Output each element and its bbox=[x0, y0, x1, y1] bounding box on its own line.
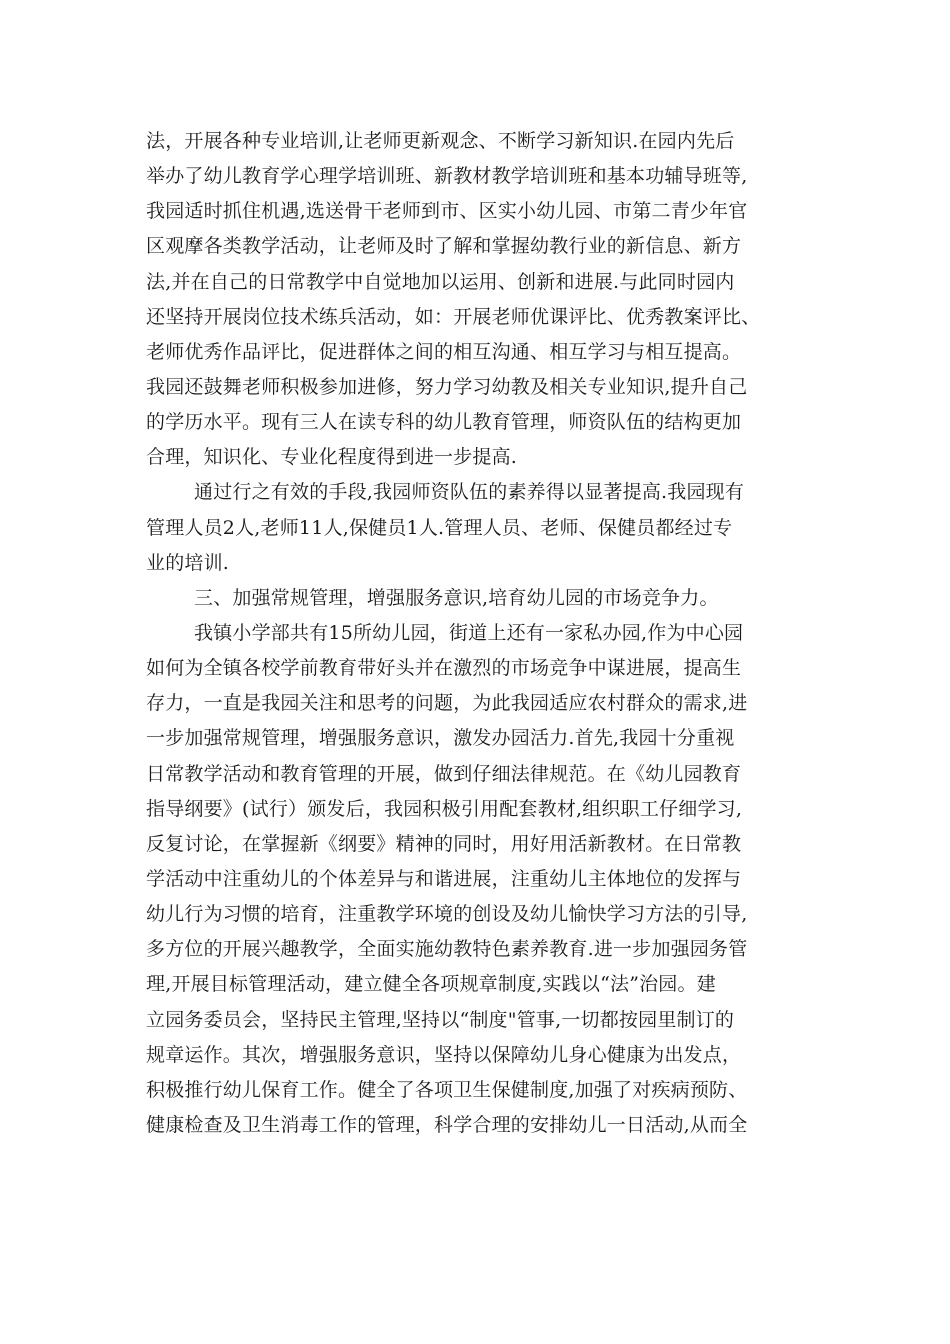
text-line: 还坚持开展岗位技术练兵活动，如：开展老师优课评比、优秀教案评比、 bbox=[146, 305, 761, 328]
text-line: 如何为全镇各校学前教育带好头并在激烈的市场竞争中谋进展，提高生 bbox=[146, 657, 742, 680]
text-line: 多方位的开展兴趣教学，全面实施幼教特色素养教育.进一步加强园务管 bbox=[146, 938, 748, 961]
text-line: 学活动中注重幼儿的个体差异与和谐进展，注重幼儿主体地位的发挥与 bbox=[146, 867, 742, 890]
text-line: 日常教学活动和教育管理的开展，做到仔细法律规范。在《幼儿园教育 bbox=[146, 762, 742, 785]
text-line: 区观摩各类教学活动，让老师及时了解和掌握幼教行业的新信息、新方 bbox=[146, 235, 742, 258]
text-line: 立园务委员会，坚持民主管理,坚持以“制度"管事,一切都按园里制订的 bbox=[146, 1008, 735, 1031]
text-line: 积极推行幼儿保育工作。健全了各项卫生保健制度,加强了对疾病预防、 bbox=[146, 1078, 748, 1101]
text-line: 一步加强常规管理，增强服务意识，激发办园活力.首先,我园十分重视 bbox=[146, 727, 735, 750]
text-line: 法,并在自己的日常教学中自觉地加以运用、创新和进展.与此同时园内 bbox=[146, 270, 735, 293]
text-line: 存力，一直是我园关注和思考的问题，为此我园适应农村群众的需求,进 bbox=[146, 692, 748, 715]
text-line: 法，开展各种专业培训,让老师更新观念、不断学习新知识.在园内先后 bbox=[146, 130, 735, 152]
text-line: 幼儿行为习惯的培育，注重教学环境的创设及幼儿愉快学习方法的引导, bbox=[146, 903, 748, 926]
text-line: 我园还鼓舞老师积极参加进修，努力学习幼教及相关专业知识,提升自己 bbox=[146, 375, 748, 398]
document-body-text bbox=[146, 124, 798, 1143]
text-line: 的学历水平。现有三人在读专科的幼儿教育管理，师资队伍的结构更加 bbox=[146, 411, 742, 434]
text-line: 举办了幼儿教育学心理学培训班、新教材教学培训班和基本功辅导班等, bbox=[146, 165, 748, 188]
text-line: 健康检查及卫生消毒工作的管理，科学合理的安排幼儿一日活动,从而全 bbox=[146, 1113, 748, 1136]
text-line: 合理，知识化、专业化程度得到进一步提高. bbox=[146, 446, 518, 469]
text-line: 规章运作。其次，增强服务意识，坚持以保障幼儿身心健康为出发点， bbox=[146, 1043, 742, 1066]
text-line: 指导纲要》(试行）颁发后，我园积极引用配套教材,组织职工仔细学习, bbox=[146, 797, 743, 820]
text-line: 通过行之有效的手段,我园师资队伍的素养得以显著提高.我园现有 bbox=[194, 481, 745, 504]
text-line: 老师优秀作品评比，促进群体之间的相互沟通、相互学习与相互提高。 bbox=[146, 340, 742, 363]
text-line: 理,开展目标管理活动，建立健全各项规章制度,实践以“法”治园。建 bbox=[146, 973, 716, 996]
text-line: 我镇小学部共有15所幼儿园，街道上还有一家私办园,作为中心园 bbox=[194, 621, 744, 644]
text-line: 我园适时抓住机遇,选送骨干老师到市、区实小幼儿园、市第二青少年官 bbox=[146, 200, 748, 223]
text-line: 业的培训. bbox=[146, 551, 230, 574]
text-line: 三、加强常规管理，增强服务意识,培育幼儿园的市场竞争力。 bbox=[194, 586, 719, 609]
text-line: 管理人员2人,老师11人,保健员1人.管理人员、老师、保健员都经过专 bbox=[146, 516, 733, 539]
text-line: 反复讨论，在掌握新《纲要》精神的同时，用好用活新教材。在日常教 bbox=[146, 832, 742, 855]
